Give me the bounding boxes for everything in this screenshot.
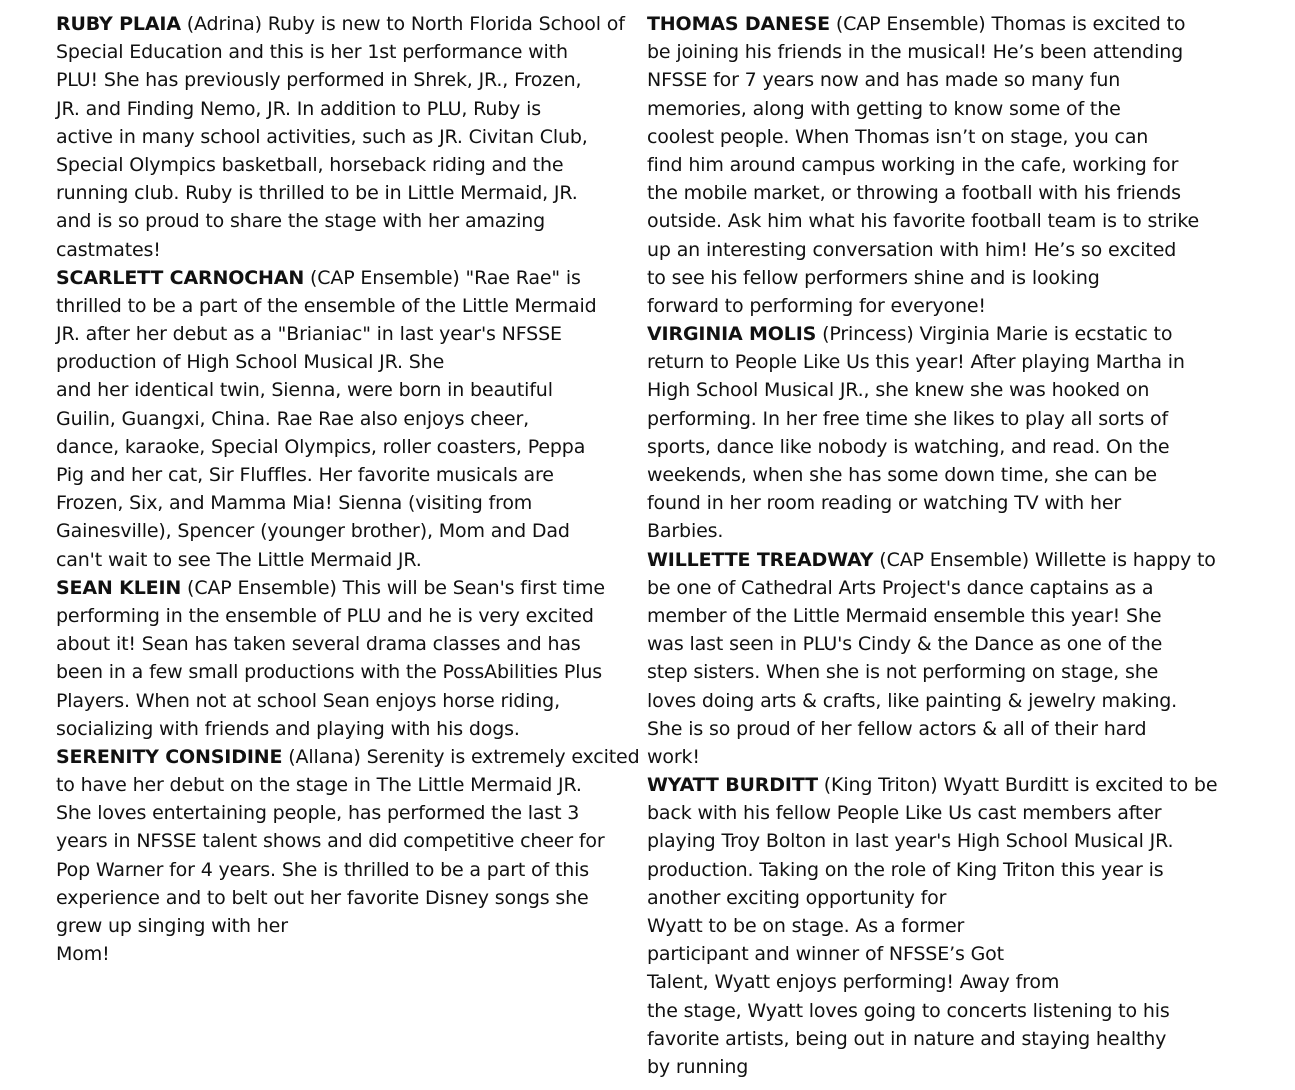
bio-line [647,856,1207,884]
bio-text: another exciting opportunity for [647,886,947,909]
bio-text: to see his fellow performers shine and is looking [647,266,1100,289]
bio-entry [647,546,1216,772]
bio-line [647,546,1216,574]
bio-line [647,461,1207,489]
bio-text: performing. In her free time she likes to play all sorts of [647,407,1169,430]
bio-line [647,968,1207,996]
bio-text: be joining his friends in the musical! He’s been attending [647,41,1184,64]
bio-line [647,292,1207,320]
bio-text: about it! Sean has taken several drama classes and has [56,633,581,656]
bio-line [647,940,1207,968]
bio-line [56,264,616,292]
bio-text: NFSSE for 7 years now and has made so many fun [647,69,1121,92]
bio-text: (Adrina) Ruby is new to North Florida School of [180,13,625,35]
bio-entry [56,264,616,574]
bio-line [647,1053,1207,1081]
bios-right-column [647,10,1218,1081]
bio-line [647,207,1207,235]
bio-line [647,38,1207,66]
performer-name: VIRGINIA MOLIS [647,323,817,346]
bio-line [56,123,616,151]
performer-name: WYATT BURDITT [647,774,818,797]
bio-text: socializing with friends and playing with his dogs. [56,717,520,740]
bio-text: forward to performing for everyone! [647,294,986,317]
bio-text: thrilled to be a part of the ensemble of the Little Mermaid [56,294,597,317]
bio-text: (CAP Ensemble) Thomas is excited to [830,13,1186,35]
bio-text: step sisters. When she is not performing on stage, she [647,661,1159,684]
bio-text: the stage, Wyatt loves going to concerts listening to his [647,999,1170,1022]
bio-line [647,517,1207,545]
bio-line [647,771,1218,799]
bio-text: High School Musical JR., she knew she was hooked on [647,379,1150,402]
bio-text: and is so proud to share the stage with her amazing [56,210,546,233]
bio-line [647,630,1207,658]
bio-line [56,715,616,743]
bio-entry [56,743,640,969]
performer-name: THOMAS DANESE [647,13,830,35]
bio-text: Frozen, Six, and Mamma Mia! Sienna (visiting from [56,492,533,515]
bio-text: memories, along with getting to know some of the [647,97,1121,120]
bio-text: Pop Warner for 4 years. She is thrilled to be a part of this [56,858,590,881]
bio-line [56,348,616,376]
bio-text: Wyatt to be on stage. As a former [647,915,965,937]
bio-line [647,687,1207,715]
bio-line [56,517,616,545]
bio-text: found in her room reading or watching TV with her [647,492,1122,515]
bio-text: Pig and her cat, Sir Fluffles. Her favorite musicals are [56,464,554,486]
bio-entry [647,10,1207,320]
bio-text: production of High School Musical JR. She [56,351,445,374]
bio-text: (CAP Ensemble) "Rae Rae" is [304,266,581,289]
bio-text: years in NFSSE talent shows and did competitive cheer for [56,830,605,853]
bio-line [647,348,1207,376]
bio-text: (CAP Ensemble) Willette is happy to [873,548,1216,571]
bios-left-column [56,10,640,968]
bio-text: performing in the ensemble of PLU and he is very excited [56,604,594,627]
bio-text: weekends, when she has some down time, she can be [647,464,1157,486]
bio-line [56,405,616,433]
bio-line [56,827,616,855]
bio-line [56,658,616,686]
bio-text: work! [647,745,700,768]
bio-text: Barbies. [647,520,724,543]
bio-line [647,95,1207,123]
bio-line [647,376,1207,404]
bio-line [647,884,1207,912]
bio-text: member of the Little Mermaid ensemble this year! She [647,604,1162,627]
bio-line [56,574,616,602]
bio-line [56,10,625,38]
bio-line [647,236,1207,264]
performer-name: SERENITY CONSIDINE [56,745,283,768]
bio-text: Mom! [56,943,110,966]
bio-line [56,179,616,207]
bio-text: Gainesville), Spencer (younger brother), Mom and Dad [56,520,570,543]
bio-entry [56,10,625,264]
bio-text: sports, dance like nobody is watching, and read. On the [647,435,1170,458]
bio-text: up an interesting conversation with him! He’s so excited [647,238,1177,261]
bio-line [647,799,1207,827]
bio-text: (Allana) Serenity is extremely excited [282,745,640,768]
bio-text: PLU! She has previously performed in Shrek, JR., Frozen, [56,69,582,92]
bio-line [647,602,1207,630]
bio-line [647,912,1207,940]
bio-line [56,799,616,827]
bio-text: Players. When not at school Sean enjoys horse riding, [56,689,560,712]
bio-text: She is so proud of her fellow actors & all of their hard [647,717,1147,740]
bio-entry [647,320,1207,546]
bio-line [56,856,616,884]
bio-line [647,66,1207,94]
bio-line [56,66,616,94]
bio-line [56,433,616,461]
bio-line [647,405,1207,433]
bio-line [56,884,616,912]
bio-text: the mobile market, or throwing a football with his friends [647,182,1181,205]
bio-text: coolest people. When Thomas isn’t on stage, you can [647,125,1149,148]
bio-text: been in a few small productions with the PossAbilities Plus [56,661,602,684]
bio-line [56,461,616,489]
bio-line [647,320,1207,348]
bio-line [56,687,616,715]
performer-name: WILLETTE TREADWAY [647,548,874,571]
bio-text: running club. Ruby is thrilled to be in Little Mermaid, JR. [56,182,578,205]
bio-text: outside. Ask him what his favorite football team is to strike [647,210,1200,233]
bio-line [647,827,1207,855]
bio-text: participant and winner of NFSSE’s Got [647,943,1004,966]
bio-text: castmates! [56,238,161,261]
bio-line [56,771,616,799]
bio-line [56,912,616,940]
bio-text: was last seen in PLU's Cindy & the Dance as one of the [647,633,1163,656]
bio-line [56,320,616,348]
bio-line [647,433,1207,461]
bio-text: can't wait to see The Little Mermaid JR. [56,548,422,571]
bio-text: return to People Like Us this year! After playing Martha in [647,351,1185,374]
bio-text: back with his fellow People Like Us cast members after [647,802,1162,825]
performer-name: SCARLETT CARNOCHAN [56,266,305,289]
bio-line [647,997,1207,1025]
bio-line [647,743,1207,771]
bio-text: favorite artists, being out in nature and staying healthy [647,1027,1167,1050]
bio-text: Guilin, Guangxi, China. Rae Rae also enjoys cheer, [56,407,530,430]
bio-line [647,658,1207,686]
bio-line [647,1025,1207,1053]
bio-text: (Princess) Virginia Marie is ecstatic to [816,323,1173,346]
bio-text: She loves entertaining people, has performed the last 3 [56,802,580,825]
bio-text: by running [647,1055,749,1078]
bio-line [647,489,1207,517]
bio-text: JR. after her debut as a "Brianiac" in last year's NFSSE [56,323,562,346]
bio-text: playing Troy Bolton in last year's High School Musical JR. [647,830,1174,853]
performer-name: RUBY PLAIA [56,13,181,35]
bio-text: Special Olympics basketball, horseback riding and the [56,153,564,176]
bio-text: grew up singing with her [56,915,288,937]
bio-text: (CAP Ensemble) This will be Sean's first time [181,576,605,599]
bio-line [56,207,616,235]
bio-line [647,264,1207,292]
bio-text: active in many school activities, such as JR. Civitan Club, [56,125,588,148]
bio-line [56,95,616,123]
bio-line [647,123,1207,151]
bio-line [56,743,640,771]
bio-line [647,151,1207,179]
bio-text: dance, karaoke, Special Olympics, roller coasters, Peppa [56,435,586,458]
bio-line [56,602,616,630]
bio-text: and her identical twin, Sienna, were born in beautiful [56,379,553,402]
bio-text: Special Education and this is her 1st performance with [56,41,568,64]
bio-text: to have her debut on the stage in The Little Mermaid JR. [56,774,582,797]
bio-line [56,546,616,574]
bio-line [56,940,616,968]
bio-line [647,715,1207,743]
bio-entry [56,574,616,743]
bio-line [56,376,616,404]
bio-line [56,489,616,517]
bio-text: experience and to belt out her favorite Disney songs she [56,886,589,909]
bio-entry [647,771,1218,1081]
bio-line [56,236,616,264]
bio-text: loves doing arts & crafts, like painting & jewelry making. [647,689,1178,712]
bio-line [647,179,1207,207]
bio-text: JR. and Finding Nemo, JR. In addition to PLU, Ruby is [56,97,541,120]
bio-text: (King Triton) Wyatt Burditt is excited to be [817,774,1218,797]
bio-line [56,292,616,320]
bio-text: Talent, Wyatt enjoys performing! Away from [647,971,1060,994]
bio-text: be one of Cathedral Arts Project's dance captains as a [647,576,1154,599]
bio-line [56,630,616,658]
performer-name: SEAN KLEIN [56,576,182,599]
bio-text: find him around campus working in the cafe, working for [647,153,1179,176]
bio-line [647,574,1207,602]
bio-text: production. Taking on the role of King Triton this year is [647,858,1164,881]
bio-line [56,38,616,66]
bio-line [56,151,616,179]
bio-line [647,10,1207,38]
